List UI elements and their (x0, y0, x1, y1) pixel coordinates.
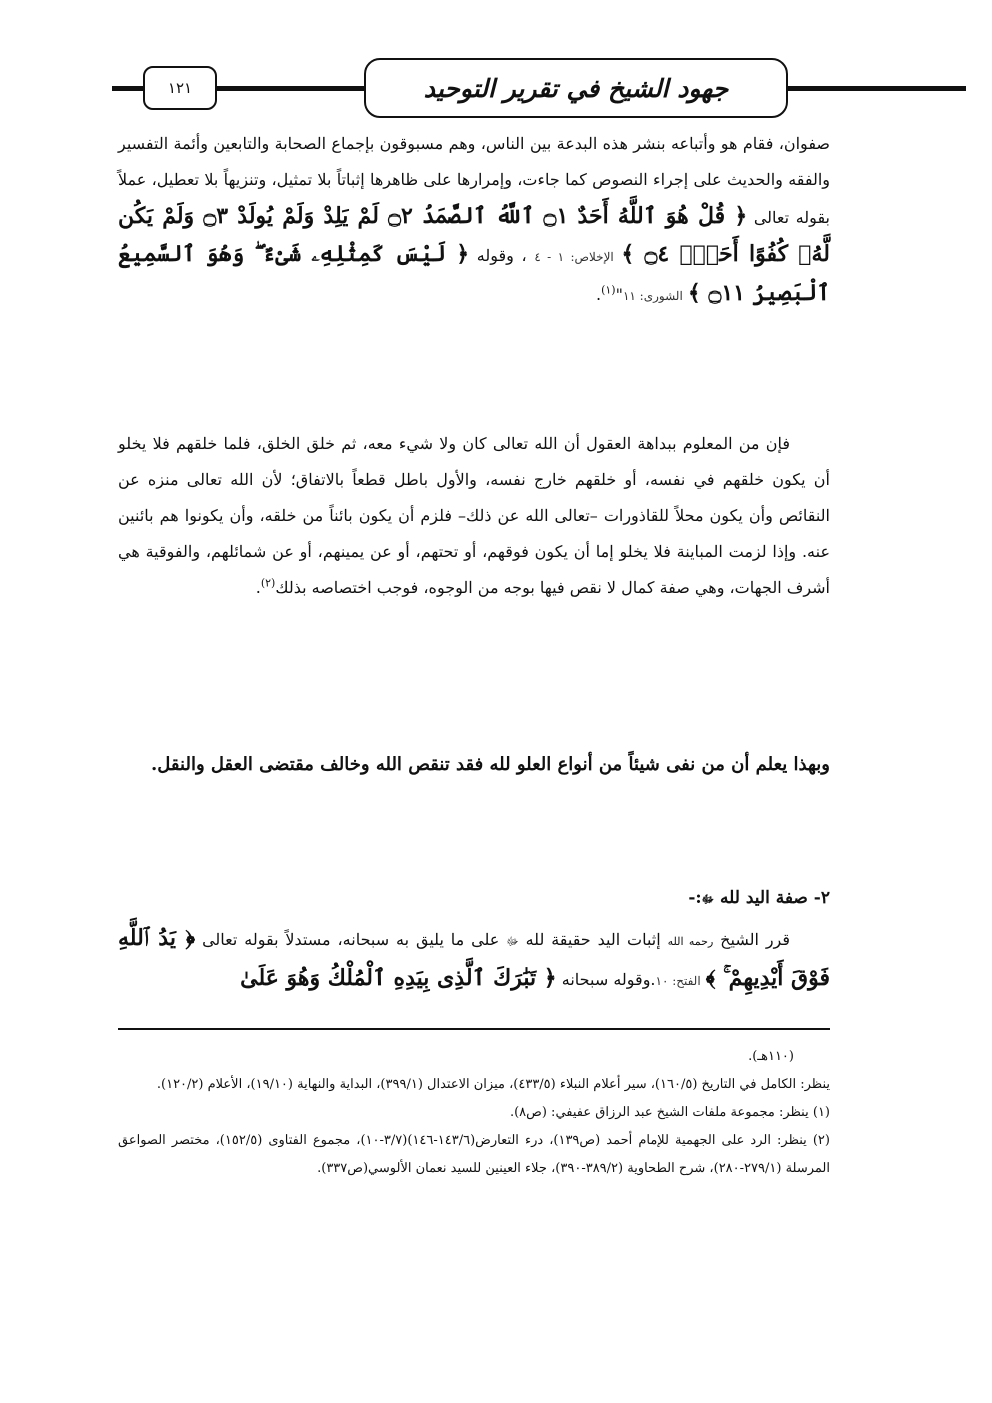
hand-text-3: على ما يليق به سبحانه، مستدلاً بقوله تعالى (202, 930, 500, 949)
running-title: جهود الشيخ في تقرير التوحيد (364, 58, 788, 118)
section-heading (118, 878, 830, 920)
paragraph-text (118, 126, 830, 314)
page-number: ١٢١ (143, 66, 217, 110)
quran-verse-shura: ﴿ لَيْسَ كَمِثْلِهِۦ شَىْءٌ ۖ وَهُوَ ٱلسَّمِيعُ ٱلْبَصِيرُ ۝١١ ﴾ (118, 241, 830, 306)
section-number: ٢- (813, 888, 830, 908)
footnotes (118, 1043, 830, 1183)
paragraph-reasoning (118, 426, 830, 606)
section-heading-end: :- (688, 888, 702, 908)
hand-text-2: إثبات اليد حقيقة لله (525, 930, 661, 949)
conclusion-text: وبهذا يعلم أن من نفى شيئاً من أنواع العلو لله فقد تنقص الله وخالف مقتضى العقل والنقل. (151, 754, 830, 775)
paragraph-text (118, 426, 830, 606)
section-title: صفة اليد لله (720, 888, 808, 908)
footnote-2: (٢) ينظر: الرد على الجهمية للإمام أحمد (ص١٣٩)، درء التعارض(١٤٣/٦-١٤٦)(٣/٧-١٠)، مجموع الفتاوى (١٥٢/٥)، مختصر الصواعق المرسلة (٢٧٩/١-٢٨٠)، شرح الطحاوية (٣٨٩/٢-٣٩٠)، جلاء العينين للسيد نعمان الألوسي(ص٣٣٧). (118, 1133, 830, 1176)
footnote-continuation: (١١٠هـ). (748, 1049, 794, 1064)
quran-verse-ikhlas: ﴿ قُلْ هُوَ ٱللَّهُ أَحَدٌ ۝١ ٱللَّهُ ٱلصَّمَدُ ۝٢ لَمْ يَلِدْ وَلَمْ يُولَدْ ۝٣ وَلَمْ يَكُن لَّهُۥ كُفُوًا أَحَدٌۢ ۝٤ ﴾ (118, 203, 831, 267)
honorific-glyph: ﷻ (506, 935, 519, 948)
hand-text-4: .وقوله سبحانه (561, 970, 656, 989)
footnote-separator (118, 1028, 830, 1030)
footnote-continuation-sources: ينظر: الكامل في التاريخ (١٦٠/٥)، سير أعلام النبلاء (٤٣٣/٥)، ميزان الاعتدال (٣٩٩/١)، البداية والنهاية (١٩/١٠)، الأعلام (١٢٠/٢). (156, 1077, 830, 1092)
quran-verse-mulk: ﴿ تَبَٰرَكَ ٱلَّذِى بِيَدِهِ ٱلْمُلْكُ وَهُوَ عَلَىٰ (240, 965, 557, 991)
honorific-rahimahullah: رحمه الله (667, 935, 714, 948)
honorific-glyph: ﷻ (701, 893, 715, 906)
paragraph-text-1: صفوان، فقام هو وأتباعه بنشر هذه البدعة بين الناس، وهم مسبوقون بإجماع الصحابة والتابعين وأئمة التفسير والفقه والحديث على إجراء النصوص كما جاءت، وإمرارها على ظاهرها إثباتاً بلا تمثيل، وتنزيهاً بلا تعطيل، عملاً بقوله تعالى (118, 134, 830, 227)
paragraph-text-2: ، وقوله (476, 246, 527, 265)
footnote-marker-2[interactable]: (٢) (260, 576, 276, 590)
reasoning-text: فإن من المعلوم ببداهة العقول أن الله تعالى كان ولا شيء معه، ثم خلق الخلق، فلما خلقهم فلا يخلو أن يكون خلقهم في نفسه، أو خلقهم خارج نفسه، والأول باطل قطعاً بالاتفاق؛ لأن الله تعالى منزه عن النقائص وأن يكون محلاً للقاذورات –تعالى الله عن ذلك– فلزم أن يكون بائناً من خلقه، وأن يكونوا هم بائنين عنه. وإذا لزمت المباينة فلا يخلو إما أن يكون فوقهم، أو تحتهم، أو عن يمينهم، أو عن شمائلهم، والفوقية هي أشرف الجهات، وهي صفة كمال لا نقص فيها بوجه من الوجوه، فوجب اختصاصه بذلك (118, 434, 831, 597)
section-hand-attribute (118, 878, 830, 999)
conclusion-paragraph (118, 742, 830, 788)
paragraph-text-3: " (615, 285, 623, 304)
verse-reference-fath: الفتح: ١٠ (655, 974, 701, 988)
reasoning-text-end: . (255, 578, 261, 597)
paragraph-text (118, 920, 830, 999)
quran-verse-fath: ﴿ يَدُ ٱللَّهِ فَوْقَ أَيْدِيهِمْ ۚ ﴾ (118, 925, 830, 991)
verse-reference-ikhlas: الإخلاص: ١ - ٤ (534, 250, 614, 264)
footnote-1: (١) ينظر: مجموعة ملفات الشيخ عبد الرزاق عفيفي: (ص٨). (509, 1105, 830, 1120)
page-header (0, 0, 992, 130)
paragraph-sifwan (118, 126, 830, 314)
footnote-marker-1[interactable]: (١) (601, 283, 616, 297)
hand-text-1: قرر الشيخ (720, 930, 791, 949)
paragraph-text-4: . (595, 285, 602, 304)
verse-reference-shura: الشورى: ١١ (622, 289, 683, 303)
